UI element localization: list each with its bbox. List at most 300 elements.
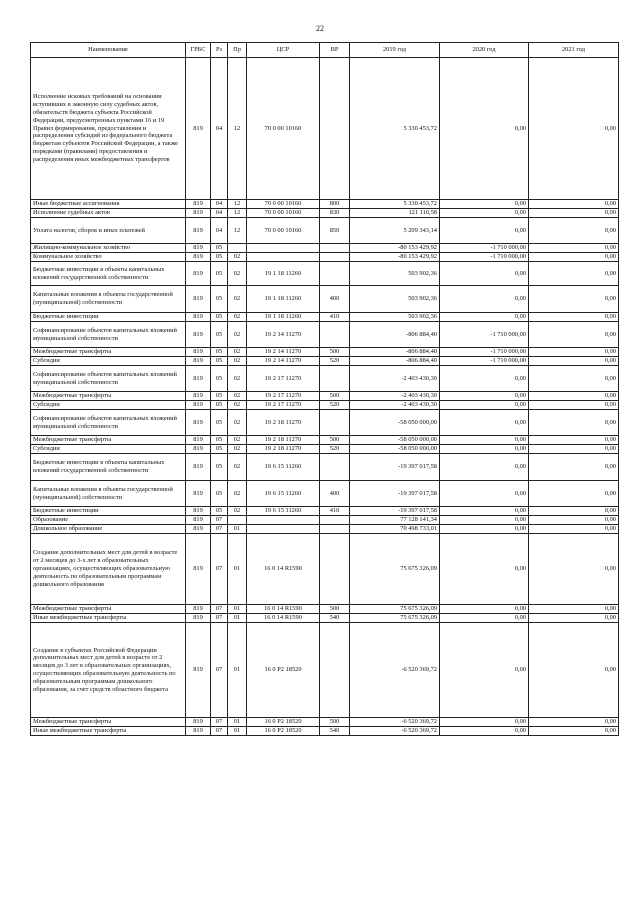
cell-vr: 410 <box>320 313 350 322</box>
table-row <box>31 410 619 436</box>
cell-rz: 07 <box>211 727 228 736</box>
cell-2020: 0,00 <box>440 623 529 718</box>
cell-2020: 0,00 <box>440 366 529 392</box>
cell-name: Создание дополнительных мест для детей в возрасте от 2 месяцев до 3-х лет в образовательных организациях, осуществляющих образовательную деятельность по образовательным программам дошкольного образования <box>31 534 186 605</box>
table-row <box>31 392 619 401</box>
cell-grbs: 819 <box>186 481 211 507</box>
cell-csr: 16 0 14 R1590 <box>247 614 320 623</box>
cell-2019: -58 050 000,00 <box>350 410 440 436</box>
cell-rz: 05 <box>211 481 228 507</box>
cell-name: Бюджетные инвестиции <box>31 313 186 322</box>
cell-name: Бюджетные инвестиции <box>31 507 186 516</box>
cell-vr: 410 <box>320 507 350 516</box>
cell-rz: 05 <box>211 253 228 262</box>
cell-name: Субсидии <box>31 401 186 410</box>
cell-pr: 02 <box>228 348 247 357</box>
cell-pr: 12 <box>228 218 247 244</box>
cell-2020: 0,00 <box>440 313 529 322</box>
table-row <box>31 436 619 445</box>
cell-2020: -1 710 000,00 <box>440 244 529 253</box>
table-row <box>31 454 619 481</box>
cell-rz: 07 <box>211 605 228 614</box>
cell-pr: 01 <box>228 614 247 623</box>
table-row <box>31 481 619 507</box>
cell-2021: 0,00 <box>529 366 619 392</box>
cell-grbs: 819 <box>186 516 211 525</box>
cell-vr: 500 <box>320 605 350 614</box>
cell-csr: 19 1 18 11260 <box>247 286 320 313</box>
cell-vr: 400 <box>320 481 350 507</box>
cell-vr: 540 <box>320 614 350 623</box>
budget-table <box>30 42 619 736</box>
table-row <box>31 727 619 736</box>
cell-2019: 75 675 326,09 <box>350 605 440 614</box>
cell-pr: 02 <box>228 445 247 454</box>
cell-name: Межбюджетные трансферты <box>31 718 186 727</box>
table-row <box>31 58 619 200</box>
cell-2019: -806 884,40 <box>350 322 440 348</box>
cell-2020: 0,00 <box>440 605 529 614</box>
cell-pr: 12 <box>228 209 247 218</box>
cell-pr: 01 <box>228 727 247 736</box>
cell-2021: 0,00 <box>529 718 619 727</box>
cell-rz: 05 <box>211 244 228 253</box>
cell-csr: 70 0 00 10160 <box>247 218 320 244</box>
cell-2020: 0,00 <box>440 200 529 209</box>
cell-2019: 121 110,58 <box>350 209 440 218</box>
table-row <box>31 244 619 253</box>
cell-rz: 07 <box>211 623 228 718</box>
table-row <box>31 445 619 454</box>
cell-2019: 5 330 453,72 <box>350 200 440 209</box>
cell-rz: 05 <box>211 262 228 286</box>
cell-grbs: 819 <box>186 200 211 209</box>
cell-vr: 850 <box>320 218 350 244</box>
column-header-csr: ЦСР <box>247 43 320 58</box>
table-row <box>31 253 619 262</box>
cell-2021: 0,00 <box>529 357 619 366</box>
cell-2021: 0,00 <box>529 525 619 534</box>
cell-grbs: 819 <box>186 322 211 348</box>
page-number: 22 <box>316 24 324 33</box>
cell-2019: 5 330 453,72 <box>350 58 440 200</box>
cell-rz: 04 <box>211 58 228 200</box>
table-header-row <box>31 43 619 58</box>
cell-grbs: 819 <box>186 313 211 322</box>
cell-grbs: 819 <box>186 348 211 357</box>
cell-2019: 503 902,36 <box>350 313 440 322</box>
cell-vr <box>320 366 350 392</box>
cell-2020: 0,00 <box>440 454 529 481</box>
cell-2020: 0,00 <box>440 436 529 445</box>
cell-vr: 520 <box>320 401 350 410</box>
table-row <box>31 322 619 348</box>
cell-pr: 02 <box>228 507 247 516</box>
cell-csr: 19 2 18 11270 <box>247 445 320 454</box>
cell-rz: 05 <box>211 454 228 481</box>
cell-2021: 0,00 <box>529 401 619 410</box>
table-row <box>31 507 619 516</box>
cell-2021: 0,00 <box>529 58 619 200</box>
cell-name: Образование <box>31 516 186 525</box>
cell-vr <box>320 244 350 253</box>
cell-csr: 19 2 14 11270 <box>247 348 320 357</box>
cell-2021: 0,00 <box>529 286 619 313</box>
cell-grbs: 819 <box>186 58 211 200</box>
cell-pr: 02 <box>228 392 247 401</box>
cell-name: Субсидии <box>31 445 186 454</box>
cell-name: Коммунальное хозяйство <box>31 253 186 262</box>
cell-vr: 520 <box>320 445 350 454</box>
cell-2019: -2 403 430,30 <box>350 366 440 392</box>
cell-csr: 16 0 14 R1590 <box>247 534 320 605</box>
cell-vr: 800 <box>320 200 350 209</box>
cell-2021: 0,00 <box>529 727 619 736</box>
cell-2020: 0,00 <box>440 401 529 410</box>
cell-vr <box>320 262 350 286</box>
cell-2021: 0,00 <box>529 262 619 286</box>
cell-rz: 07 <box>211 614 228 623</box>
cell-vr: 400 <box>320 286 350 313</box>
cell-2021: 0,00 <box>529 516 619 525</box>
cell-2020: 0,00 <box>440 516 529 525</box>
cell-2019: -80 153 429,92 <box>350 253 440 262</box>
cell-grbs: 819 <box>186 614 211 623</box>
cell-vr: 500 <box>320 436 350 445</box>
cell-pr: 02 <box>228 366 247 392</box>
cell-2020: 0,00 <box>440 727 529 736</box>
cell-2020: 0,00 <box>440 481 529 507</box>
cell-vr <box>320 525 350 534</box>
cell-rz: 05 <box>211 401 228 410</box>
cell-2021: 0,00 <box>529 481 619 507</box>
table-row <box>31 623 619 718</box>
cell-name: Межбюджетные трансферты <box>31 436 186 445</box>
cell-csr: 19 2 18 11270 <box>247 410 320 436</box>
cell-vr <box>320 253 350 262</box>
cell-2019: 77 128 141,34 <box>350 516 440 525</box>
cell-name: Софинансирование объектов капитальных вложений муниципальной собственности <box>31 322 186 348</box>
table-row <box>31 348 619 357</box>
cell-csr: 19 1 18 11260 <box>247 262 320 286</box>
cell-2021: 0,00 <box>529 313 619 322</box>
cell-vr <box>320 410 350 436</box>
table-row <box>31 200 619 209</box>
cell-2019: -19 397 017,58 <box>350 507 440 516</box>
cell-grbs: 819 <box>186 366 211 392</box>
column-header-2020: 2020 год <box>440 43 529 58</box>
cell-pr: 12 <box>228 200 247 209</box>
cell-csr: 19 6 15 11260 <box>247 481 320 507</box>
table-row <box>31 262 619 286</box>
table-row <box>31 534 619 605</box>
cell-rz: 05 <box>211 357 228 366</box>
cell-2019: -2 403 430,30 <box>350 401 440 410</box>
cell-rz: 07 <box>211 516 228 525</box>
cell-pr: 02 <box>228 401 247 410</box>
cell-csr: 16 0 P2 18520 <box>247 718 320 727</box>
cell-csr: 19 2 14 11270 <box>247 322 320 348</box>
cell-pr: 02 <box>228 436 247 445</box>
cell-name: Межбюджетные трансферты <box>31 605 186 614</box>
cell-csr <box>247 525 320 534</box>
cell-grbs: 819 <box>186 218 211 244</box>
cell-rz: 05 <box>211 348 228 357</box>
cell-grbs: 819 <box>186 436 211 445</box>
column-header-2021: 2021 год <box>529 43 619 58</box>
cell-vr <box>320 534 350 605</box>
cell-name: Иные межбюджетные трансферты <box>31 727 186 736</box>
cell-pr: 02 <box>228 286 247 313</box>
cell-vr <box>320 454 350 481</box>
cell-2021: 0,00 <box>529 436 619 445</box>
cell-rz: 05 <box>211 313 228 322</box>
cell-rz: 05 <box>211 436 228 445</box>
cell-2021: 0,00 <box>529 348 619 357</box>
cell-rz: 05 <box>211 366 228 392</box>
column-header-vr: ВР <box>320 43 350 58</box>
cell-pr <box>228 244 247 253</box>
cell-grbs: 819 <box>186 718 211 727</box>
cell-pr: 12 <box>228 58 247 200</box>
table-row <box>31 357 619 366</box>
cell-2021: 0,00 <box>529 454 619 481</box>
cell-2019: 75 675 326,09 <box>350 534 440 605</box>
cell-name: Иные межбюджетные трансферты <box>31 614 186 623</box>
cell-2020: 0,00 <box>440 507 529 516</box>
cell-csr: 70 0 00 10160 <box>247 209 320 218</box>
cell-2021: 0,00 <box>529 218 619 244</box>
cell-2019: 5 209 343,14 <box>350 218 440 244</box>
cell-pr: 02 <box>228 253 247 262</box>
cell-rz: 05 <box>211 410 228 436</box>
cell-2019: -19 397 017,58 <box>350 454 440 481</box>
cell-2020: 0,00 <box>440 209 529 218</box>
cell-name: Иные бюджетные ассигнования <box>31 200 186 209</box>
cell-2021: 0,00 <box>529 392 619 401</box>
cell-vr: 540 <box>320 727 350 736</box>
cell-grbs: 819 <box>186 244 211 253</box>
table-row <box>31 286 619 313</box>
table-row <box>31 401 619 410</box>
cell-rz: 07 <box>211 718 228 727</box>
cell-name: Дошкольное образование <box>31 525 186 534</box>
cell-pr: 02 <box>228 481 247 507</box>
cell-csr: 19 2 17 11270 <box>247 401 320 410</box>
cell-vr <box>320 623 350 718</box>
cell-2019: -806 884,40 <box>350 348 440 357</box>
cell-vr <box>320 516 350 525</box>
cell-name: Уплата налогов, сборов и иных платежей <box>31 218 186 244</box>
cell-2020: 0,00 <box>440 392 529 401</box>
cell-2019: 503 902,36 <box>350 286 440 313</box>
cell-2020: 0,00 <box>440 534 529 605</box>
cell-2019: -80 153 429,92 <box>350 244 440 253</box>
cell-name: Жилищно-коммунальное хозяйство <box>31 244 186 253</box>
column-header-2019: 2019 год <box>350 43 440 58</box>
cell-grbs: 819 <box>186 623 211 718</box>
cell-2020: -1 710 000,00 <box>440 348 529 357</box>
cell-2020: -1 710 000,00 <box>440 322 529 348</box>
cell-vr: 500 <box>320 348 350 357</box>
cell-pr <box>228 516 247 525</box>
cell-2021: 0,00 <box>529 200 619 209</box>
cell-csr <box>247 516 320 525</box>
cell-csr: 19 2 14 11270 <box>247 357 320 366</box>
column-header-grbs: ГРБС <box>186 43 211 58</box>
cell-grbs: 819 <box>186 507 211 516</box>
cell-2020: -1 710 000,00 <box>440 253 529 262</box>
cell-csr: 16 0 P2 18520 <box>247 623 320 718</box>
cell-grbs: 819 <box>186 262 211 286</box>
cell-name: Капитальные вложения в объекты государственной (муниципальной) собственности <box>31 481 186 507</box>
cell-pr: 02 <box>228 313 247 322</box>
cell-grbs: 819 <box>186 357 211 366</box>
table-row <box>31 614 619 623</box>
cell-rz: 05 <box>211 507 228 516</box>
cell-2020: 0,00 <box>440 262 529 286</box>
cell-2020: 0,00 <box>440 718 529 727</box>
cell-csr: 19 2 17 11270 <box>247 392 320 401</box>
cell-name: Бюджетные инвестиции в объекты капитальных вложений государственной собственности <box>31 262 186 286</box>
cell-name: Субсидии <box>31 357 186 366</box>
cell-grbs: 819 <box>186 534 211 605</box>
cell-rz: 07 <box>211 525 228 534</box>
cell-2021: 0,00 <box>529 605 619 614</box>
cell-2020: 0,00 <box>440 218 529 244</box>
cell-2019: -58 050 000,00 <box>350 445 440 454</box>
cell-2021: 0,00 <box>529 209 619 218</box>
cell-pr: 02 <box>228 410 247 436</box>
cell-pr: 02 <box>228 454 247 481</box>
cell-csr: 19 6 15 11260 <box>247 454 320 481</box>
column-header-rz: Рз <box>211 43 228 58</box>
cell-name: Межбюджетные трансферты <box>31 392 186 401</box>
cell-grbs: 819 <box>186 445 211 454</box>
cell-2019: -6 520 369,72 <box>350 718 440 727</box>
cell-grbs: 819 <box>186 209 211 218</box>
cell-name: Исполнение исковых требований на основании вступивших в законную силу судебных актов, обязательств бюджета субъекта Российской Федерации, предусмотренных пунктами 16 и 19 Правил формирования, предоставления и распределения субсидий из федерального бюджета бюджетам субъектов Российской Федерации, а также порядками (правилами) предоставления и распределения иных межбюджетных трансфертов <box>31 58 186 200</box>
cell-name: Исполнение судебных актов <box>31 209 186 218</box>
cell-csr: 70 0 00 10160 <box>247 200 320 209</box>
cell-grbs: 819 <box>186 392 211 401</box>
cell-rz: 04 <box>211 218 228 244</box>
cell-vr <box>320 58 350 200</box>
table-row <box>31 218 619 244</box>
table-row <box>31 516 619 525</box>
cell-csr: 19 2 18 11270 <box>247 436 320 445</box>
cell-csr: 19 1 18 11260 <box>247 313 320 322</box>
cell-pr: 01 <box>228 623 247 718</box>
cell-2019: 75 675 326,09 <box>350 614 440 623</box>
cell-name: Создание в субъектах Российской Федерации дополнительных мест для детей в возрасте от 2 месяцев до 3 лет в образовательных организациях, осуществляющих образовательную деятельность по образовательным программам дошкольного образования, за счет средств областного бюджета <box>31 623 186 718</box>
table-row <box>31 313 619 322</box>
cell-2021: 0,00 <box>529 445 619 454</box>
cell-2019: -58 050 000,00 <box>350 436 440 445</box>
cell-grbs: 819 <box>186 454 211 481</box>
cell-name: Софинансирование объектов капитальных вложений муниципальной собственности <box>31 410 186 436</box>
cell-pr: 01 <box>228 525 247 534</box>
cell-pr: 01 <box>228 718 247 727</box>
cell-2021: 0,00 <box>529 507 619 516</box>
cell-vr: 500 <box>320 718 350 727</box>
cell-2021: 0,00 <box>529 410 619 436</box>
cell-2019: 503 902,36 <box>350 262 440 286</box>
cell-2019: 70 498 733,01 <box>350 525 440 534</box>
cell-2019: -6 520 369,72 <box>350 623 440 718</box>
cell-2019: -806 884,40 <box>350 357 440 366</box>
cell-grbs: 819 <box>186 401 211 410</box>
cell-csr: 16 0 P2 18520 <box>247 727 320 736</box>
cell-rz: 05 <box>211 392 228 401</box>
cell-2020: 0,00 <box>440 445 529 454</box>
cell-csr: 70 0 00 10160 <box>247 58 320 200</box>
cell-2021: 0,00 <box>529 534 619 605</box>
cell-pr: 02 <box>228 357 247 366</box>
cell-2021: 0,00 <box>529 253 619 262</box>
table-row <box>31 209 619 218</box>
cell-pr: 02 <box>228 262 247 286</box>
cell-rz: 05 <box>211 322 228 348</box>
cell-2021: 0,00 <box>529 322 619 348</box>
cell-2019: -2 403 430,30 <box>350 392 440 401</box>
cell-2019: -19 397 017,58 <box>350 481 440 507</box>
cell-2021: 0,00 <box>529 614 619 623</box>
cell-2020: 0,00 <box>440 286 529 313</box>
cell-name: Капитальные вложения в объекты государственной (муниципальной) собственности <box>31 286 186 313</box>
cell-vr: 520 <box>320 357 350 366</box>
cell-2021: 0,00 <box>529 623 619 718</box>
cell-grbs: 819 <box>186 605 211 614</box>
cell-grbs: 819 <box>186 727 211 736</box>
cell-2021: 0,00 <box>529 244 619 253</box>
cell-2020: 0,00 <box>440 58 529 200</box>
cell-name: Межбюджетные трансферты <box>31 348 186 357</box>
cell-2020: 0,00 <box>440 525 529 534</box>
cell-pr: 01 <box>228 605 247 614</box>
cell-rz: 04 <box>211 209 228 218</box>
table-row <box>31 366 619 392</box>
cell-csr <box>247 244 320 253</box>
cell-grbs: 819 <box>186 253 211 262</box>
cell-2020: 0,00 <box>440 614 529 623</box>
column-header-name: Наименование <box>31 43 186 58</box>
cell-rz: 05 <box>211 286 228 313</box>
table-row <box>31 525 619 534</box>
cell-name: Софинансирование объектов капитальных вложений муниципальной собственности <box>31 366 186 392</box>
cell-csr <box>247 253 320 262</box>
cell-name: Бюджетные инвестиции в объекты капитальных вложений государственной собственности <box>31 454 186 481</box>
column-header-pr: Пр <box>228 43 247 58</box>
table-body <box>31 58 619 736</box>
cell-rz: 07 <box>211 534 228 605</box>
cell-2019: -6 520 369,72 <box>350 727 440 736</box>
cell-csr: 19 6 15 11260 <box>247 507 320 516</box>
cell-vr: 500 <box>320 392 350 401</box>
cell-pr: 02 <box>228 322 247 348</box>
table-row <box>31 605 619 614</box>
cell-rz: 04 <box>211 200 228 209</box>
table-row <box>31 718 619 727</box>
cell-csr: 19 2 17 11270 <box>247 366 320 392</box>
cell-2020: -1 710 000,00 <box>440 357 529 366</box>
cell-grbs: 819 <box>186 286 211 313</box>
cell-grbs: 819 <box>186 410 211 436</box>
cell-rz: 05 <box>211 445 228 454</box>
cell-vr: 830 <box>320 209 350 218</box>
cell-pr: 01 <box>228 534 247 605</box>
cell-vr <box>320 322 350 348</box>
